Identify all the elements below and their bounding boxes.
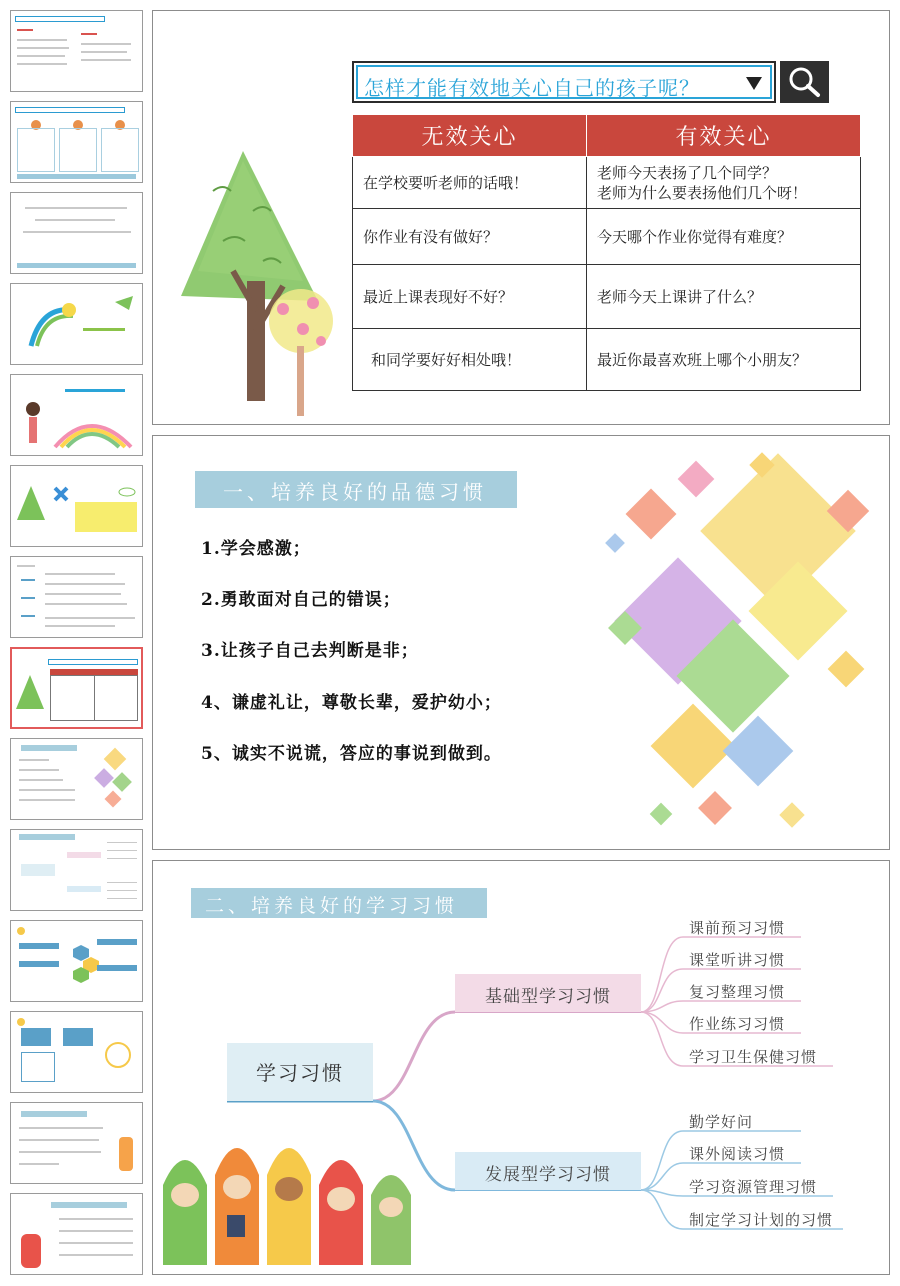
thumb-strip [17,263,136,268]
thumb-line [59,1230,133,1232]
mindmap-leaf: 学习卫生保健习惯 [689,1048,818,1066]
thumb-line [19,1139,99,1141]
thumb-hexagon-graphic [11,921,143,1002]
thumb-line [19,1163,59,1165]
slide-thumbnail-9[interactable] [10,738,143,820]
thumb-line [107,882,137,883]
thumb-search-bar [48,659,138,665]
magnifier-icon [780,61,829,103]
thumb-line [107,842,137,843]
slide-thumbnail-8-selected[interactable] [10,647,143,729]
thumb-line [21,579,35,581]
thumb-line [59,1242,133,1244]
habit-item: 4、谦虚礼让，尊敬长辈，爱护幼小； [201,693,502,713]
thumb-cross-graphic [11,466,143,547]
slide-thumbnail-14[interactable] [10,1193,143,1275]
thumb-line [107,850,137,851]
section-title: 一、培养良好的品德习惯 [223,480,487,504]
table-cell-effective: 老师今天上课讲了什么？ [587,265,861,329]
slide-thumbnail-2[interactable] [10,101,143,183]
thumb-line [81,33,97,35]
thumb-line [107,890,137,891]
thumb-box [59,128,97,172]
table-cell-ineffective: 在学校要听老师的话哦！ [353,157,587,209]
slide-thumbnail-13[interactable] [10,1102,143,1184]
mindmap-branch-basic [455,974,641,1012]
care-comparison-table [352,114,861,391]
table-cell-effective-line2: 老师为什么要表扬他们几个呀！ [597,183,808,202]
thumb-line [25,207,127,209]
mindmap-leaf: 作业练习习惯 [689,1015,786,1033]
crayon-kids-illustration [155,1115,425,1275]
thumb-line [17,565,35,567]
mindmap-leaf: 课前预习习惯 [689,919,786,937]
thumb-line [81,43,131,45]
thumb-box [101,128,139,172]
thumb-child-figure [119,1137,133,1171]
thumb-line [45,573,115,575]
mindmap-root-node [227,1043,373,1101]
habit-item: 1.学会感激； [201,539,311,559]
thumb-box [21,1028,51,1046]
thumb-bullet [17,1018,25,1026]
table-cell-effective-line1: 老师今天表扬了几个同学？ [597,163,778,182]
slide-thumbnail-6[interactable] [10,465,143,547]
table-row [353,209,861,265]
thumb-branch-node [67,852,101,858]
mindmap-branch-label: 发展型学习习惯 [485,1165,611,1185]
thumb-box [17,128,55,172]
table-cell-ineffective: 你作业有没有做好？ [353,209,587,265]
thumb-line [21,615,35,617]
mindmap-leaf: 勤学好问 [689,1113,754,1131]
mindmap-branch-development [455,1152,641,1190]
thumb-line [19,1127,103,1129]
habit-item: 5、诚实不说谎，答应的事说到做到。 [201,744,502,764]
thumb-label [97,939,137,945]
search-button[interactable] [780,61,829,103]
slide-effective-care[interactable] [152,10,890,425]
thumb-line [17,47,69,49]
table-row [353,329,861,391]
thumb-child-figure [21,1234,41,1268]
thumb-root-node [21,864,55,876]
table-cell-ineffective: 最近上课表现好不好？ [353,265,587,329]
table-row [353,157,861,209]
slide-thumbnail-1[interactable] [10,10,143,92]
mindmap-leaf: 制定学习计划的习惯 [689,1211,834,1229]
thumb-line [45,583,125,585]
thumb-line [45,625,115,627]
thumb-line [21,597,35,599]
thumb-line [59,1254,133,1256]
mindmap-branch-label: 基础型学习习惯 [485,987,611,1007]
mindmap-root-label: 学习习惯 [256,1061,344,1085]
slide-thumbnail-panel [0,0,150,1286]
tree-illustration [153,11,343,425]
slide-thumbnail-10[interactable] [10,829,143,911]
table-header-ineffective: 无效关心 [353,115,587,157]
thumb-box [21,1052,55,1082]
thumb-title-band [51,1202,127,1208]
table-row [353,265,861,329]
slide-thumbnail-5[interactable] [10,374,143,456]
table-cell-effective: 今天哪个作业你觉得有难度？ [587,209,861,265]
habit-item: 2.勇敢面对自己的错误； [201,590,401,610]
table-cell-effective [587,157,861,209]
thumb-line [107,858,137,859]
thumb-line [45,593,121,595]
table-header-effective: 有效关心 [587,115,861,157]
thumb-line [19,1151,101,1153]
thumb-line [45,617,135,619]
thumb-line [107,898,137,899]
thumb-title-band [21,1111,87,1117]
habit-item: 3.让孩子自己去判断是非； [201,641,419,661]
slide-thumbnail-11[interactable] [10,920,143,1002]
section-title: 二、培养良好的学习习惯 [205,895,459,917]
thumb-strip [17,174,136,179]
thumb-diamonds-graphic [11,739,143,820]
thumb-line [17,39,67,41]
thumb-tree [16,675,44,709]
thumb-line [45,603,127,605]
thumb-line [81,51,127,53]
caret-down-icon[interactable] [746,77,762,90]
question-search-bar[interactable] [352,61,776,103]
slide-thumbnail-4[interactable] [10,283,143,365]
thumb-line [17,63,67,65]
thumb-line [81,59,131,61]
mindmap-leaf: 课外阅读习惯 [689,1145,786,1163]
question-text: 怎样才能有效地关心自己的孩子呢？ [364,76,700,100]
thumb-rainbow-graphic [11,284,143,365]
question-search-bar-inner [356,65,772,99]
mindmap-leaf: 课堂听讲习惯 [689,951,786,969]
colorful-diamonds-illustration [593,436,890,850]
slide-thumbnail-7[interactable] [10,556,143,638]
thumb-line [59,1218,133,1220]
thumb-label [97,965,137,971]
slide-thumbnail-12[interactable] [10,1011,143,1093]
thumb-search-bar [15,16,105,22]
table-cell-ineffective: 和同学要好好相处哦！ [353,329,587,391]
thumb-line [17,55,65,57]
table-cell-effective: 最近你最喜欢班上哪个小朋友？ [587,329,861,391]
thumb-title-band [19,834,75,840]
thumb-line [23,231,131,233]
slide-moral-habits[interactable] [152,435,890,850]
thumb-girl-rainbow-graphic [11,375,143,456]
thumb-table-divider [94,675,95,721]
thumb-branch-node [67,886,101,892]
thumb-line [17,29,33,31]
thumb-line [35,219,115,221]
slide-thumbnail-3[interactable] [10,192,143,274]
slide-study-habits[interactable] [152,860,890,1275]
thumb-box [63,1028,93,1046]
thumb-sun-graphic [105,1042,131,1068]
mindmap-leaf: 学习资源管理习惯 [689,1178,818,1196]
thumb-search-bar [15,107,125,113]
section-title-band [195,471,517,508]
mindmap-leaf: 复习整理习惯 [689,983,786,1001]
